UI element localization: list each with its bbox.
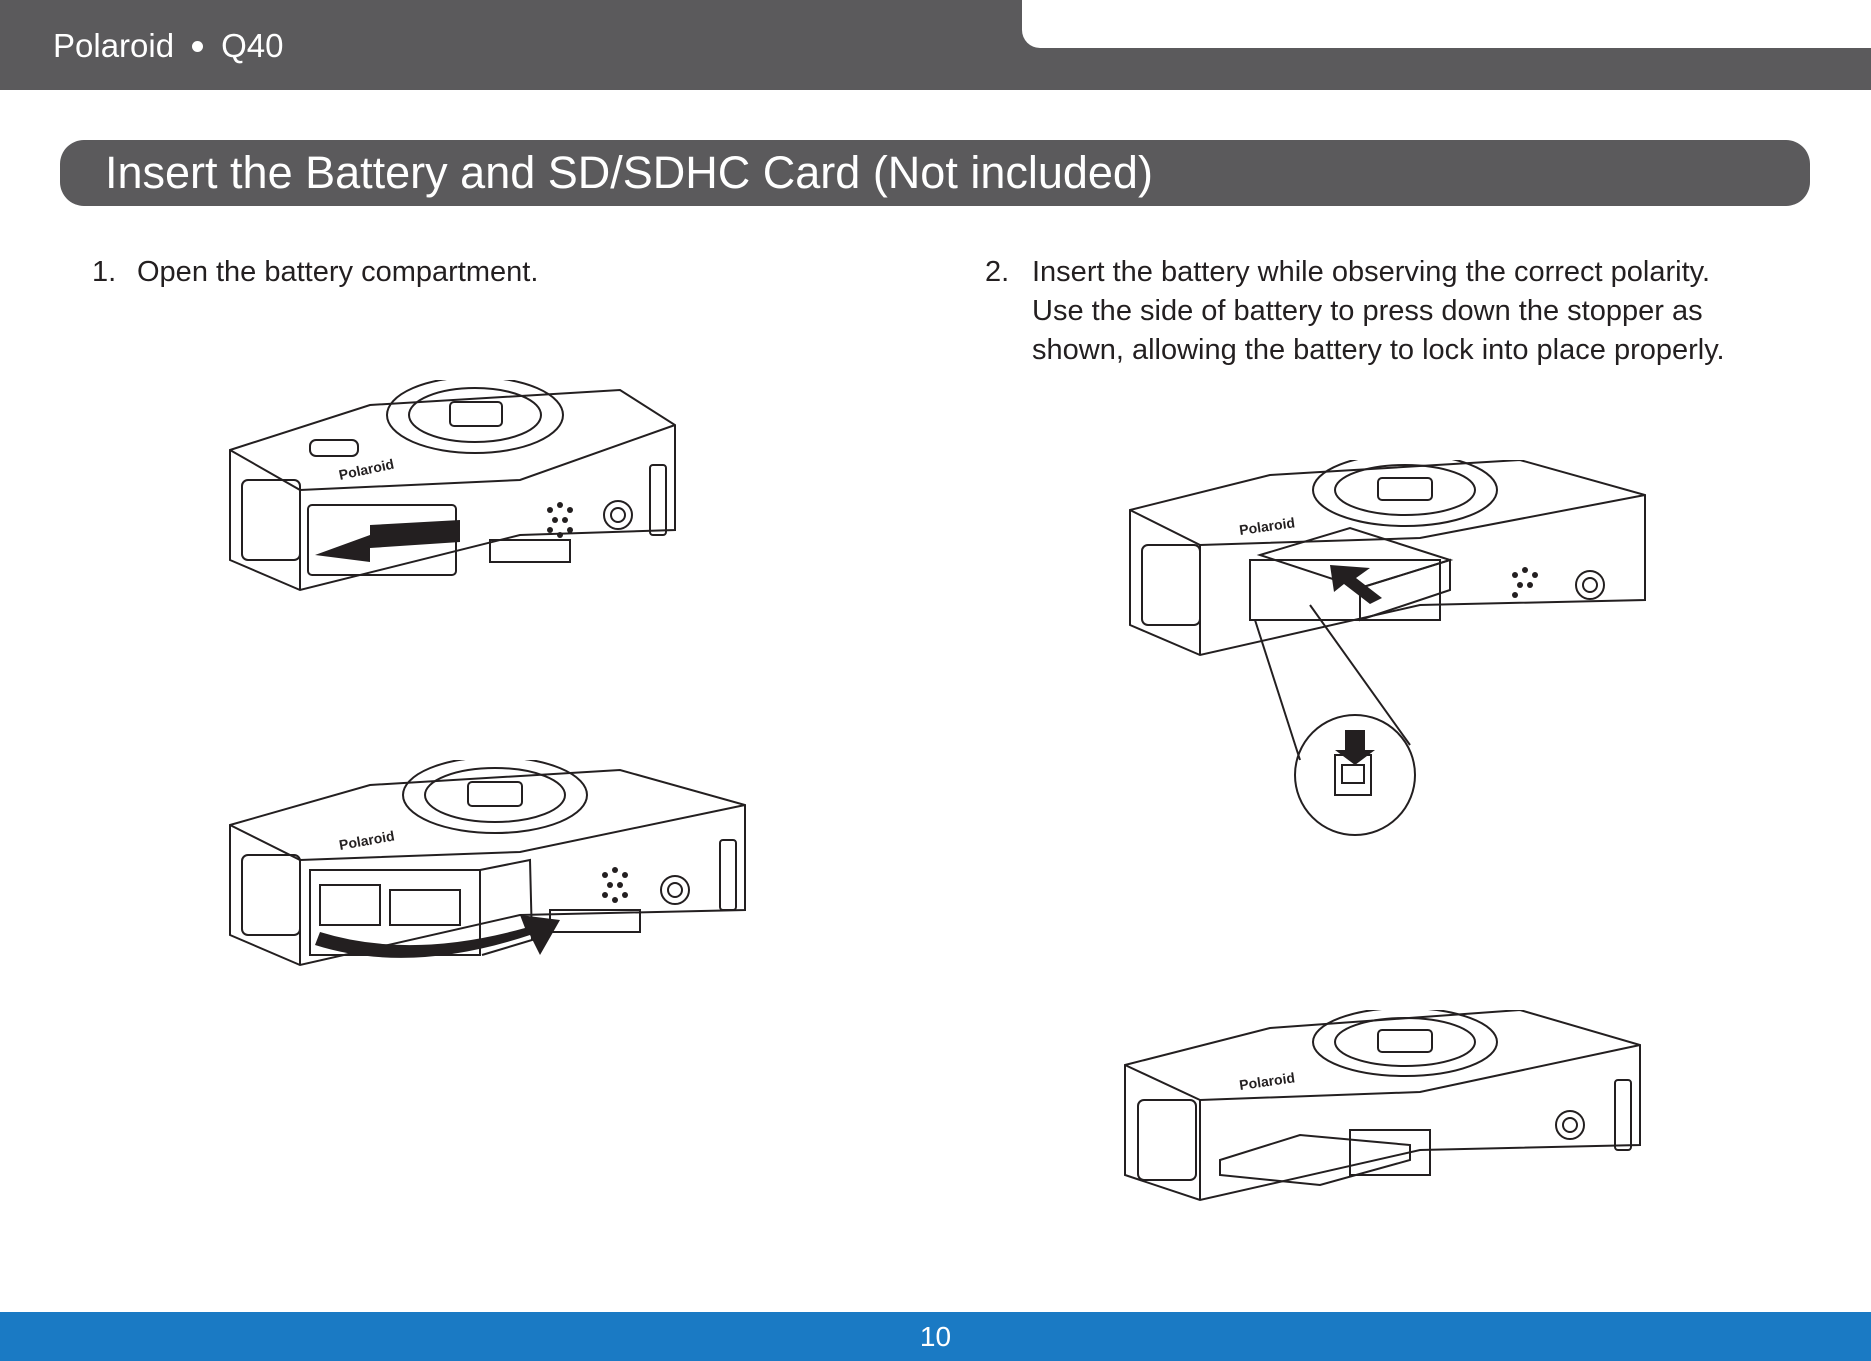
header-model: Q40 xyxy=(221,27,284,64)
footer-bar xyxy=(0,1312,1871,1361)
camera-logo-text-3: Polaroid xyxy=(1238,514,1296,538)
camera-closed-illustration xyxy=(220,380,680,610)
header-notch xyxy=(1022,0,1871,48)
battery-insert-illustration xyxy=(1120,460,1650,850)
bullet-icon xyxy=(192,41,203,52)
header-brand: Polaroid xyxy=(53,27,175,64)
camera-logo-text-2: Polaroid xyxy=(337,827,396,853)
step-1 xyxy=(92,253,912,293)
step-2-text: Insert the battery while observing the correct polarity. Use the side of battery to press down the stopper as shown, allowing the battery to lock into place properly. xyxy=(1032,256,1725,366)
page-number: 10 xyxy=(919,1320,952,1352)
battery-seated-illustration xyxy=(1120,1010,1650,1210)
header-breadcrumb xyxy=(53,22,283,70)
camera-logo-text-4: Polaroid xyxy=(1238,1069,1296,1093)
step-1-text: Open the battery compartment. xyxy=(137,256,539,288)
section-title: Insert the Battery and SD/SDHC Card (Not included) xyxy=(105,147,1153,198)
step-1-number: 1. xyxy=(92,256,117,288)
header-extension xyxy=(1040,48,1871,90)
camera-open-illustration xyxy=(220,760,750,980)
step-2 xyxy=(985,253,1765,413)
step-2-number: 2. xyxy=(985,256,1010,288)
camera-logo-text-1: Polaroid xyxy=(337,455,396,483)
